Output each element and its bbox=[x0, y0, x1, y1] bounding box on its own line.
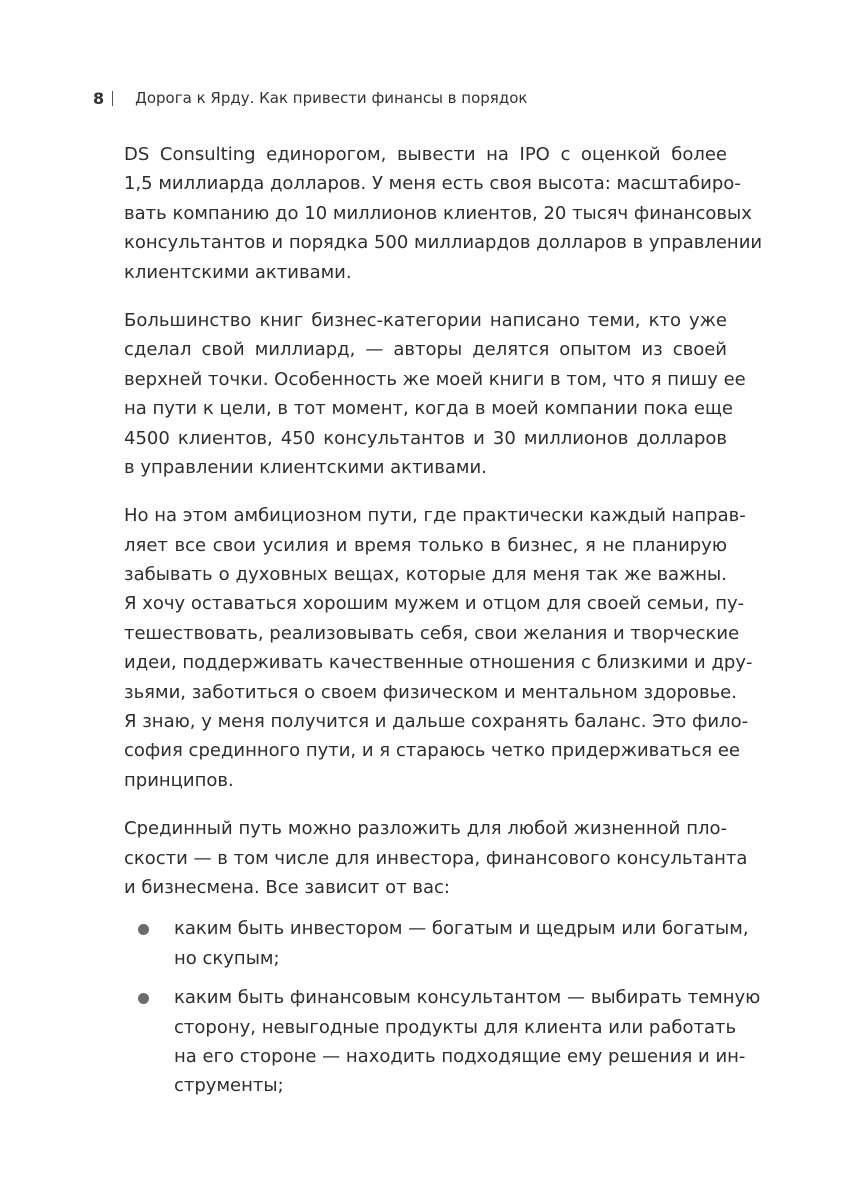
text-line: вать компанию до 10 миллионов клиентов, 20 тысяч финансовых bbox=[124, 202, 752, 224]
text-line: Срединный путь можно разложить для любой жизненной пло- bbox=[124, 818, 727, 840]
bullet-list bbox=[124, 914, 761, 1100]
text-line: Я хочу оставаться хорошим мужем и отцом для своей семьи, пу- bbox=[124, 593, 745, 615]
text-line: Но на этом амбициозном пути, где практически каждый направ- bbox=[124, 505, 746, 527]
list-item bbox=[124, 983, 761, 1101]
list-item bbox=[124, 914, 749, 973]
running-header bbox=[93, 86, 527, 110]
page-number: 8 bbox=[93, 88, 105, 108]
text-line: Большинство книг бизнес-категории написано теми, кто уже bbox=[124, 309, 727, 331]
bullet-dot-icon bbox=[138, 993, 149, 1004]
text-line: клиентскими активами. bbox=[124, 261, 352, 283]
text-line: на его стороне — находить подходящие ему решения и ин- bbox=[174, 1045, 746, 1067]
header-divider bbox=[112, 91, 113, 106]
text-line: консультантов и порядка 500 миллиардов долларов в управлении bbox=[124, 232, 763, 254]
text-line: на пути к цели, в тот момент, когда в моей компании пока еще bbox=[124, 398, 734, 420]
text-line: каким быть инвестором — богатым и щедрым или богатым, bbox=[174, 918, 749, 940]
text-line: софия срединного пути, и я стараюсь четко придерживаться ее bbox=[124, 740, 740, 762]
text-line: 1,5 миллиарда долларов. У меня есть своя высота: масштабиро- bbox=[124, 173, 741, 195]
text-line: тешествовать, реализовывать себя, свои желания и творческие bbox=[124, 622, 740, 644]
bullet-dot-icon bbox=[138, 924, 149, 935]
text-line: в управлении клиентскими активами. bbox=[124, 456, 487, 478]
text-line: струменты; bbox=[174, 1075, 284, 1097]
body-text bbox=[124, 140, 763, 1111]
text-line: но скупым; bbox=[174, 947, 280, 969]
text-line: зьями, заботиться о своем физическом и ментальном здоровье. bbox=[124, 681, 737, 703]
text-line: забывать о духовных вещах, которые для меня так же важны. bbox=[124, 564, 727, 586]
text-line: и бизнесмена. Все зависит от вас: bbox=[124, 876, 450, 898]
text-line: ляет все свои усилия и время только в бизнес, я не планирую bbox=[124, 534, 727, 556]
paragraph-3 bbox=[124, 501, 753, 795]
text-line: сторону, невыгодные продукты для клиента или работать bbox=[174, 1016, 737, 1038]
paragraph-2 bbox=[124, 306, 746, 482]
paragraph-4 bbox=[124, 814, 748, 902]
text-line: верхней точки. Особенность же моей книги в том, что я пишу ее bbox=[124, 368, 746, 390]
text-line: сделал свой миллиард, — авторы делятся опытом из своей bbox=[124, 339, 727, 361]
text-line: идеи, поддерживать качественные отношения с близкими и дру- bbox=[124, 652, 753, 674]
text-line: DS Consulting единорогом, вывести на IPO с оценкой более bbox=[124, 144, 727, 165]
text-line: принципов. bbox=[124, 769, 234, 791]
book-title: Дорога к Ярду. Как привести финансы в порядок bbox=[135, 89, 528, 107]
text-line: 4500 клиентов, 450 консультантов и 30 миллионов долларов bbox=[124, 427, 727, 449]
text-line: Я знаю, у меня получится и дальше сохранять баланс. Это фило- bbox=[124, 711, 749, 733]
text-line: каким быть финансовым консультантом — выбирать темную bbox=[174, 987, 761, 1009]
paragraph-1 bbox=[124, 140, 763, 287]
text-line: скости — в том числе для инвестора, финансового консультанта bbox=[124, 847, 748, 869]
